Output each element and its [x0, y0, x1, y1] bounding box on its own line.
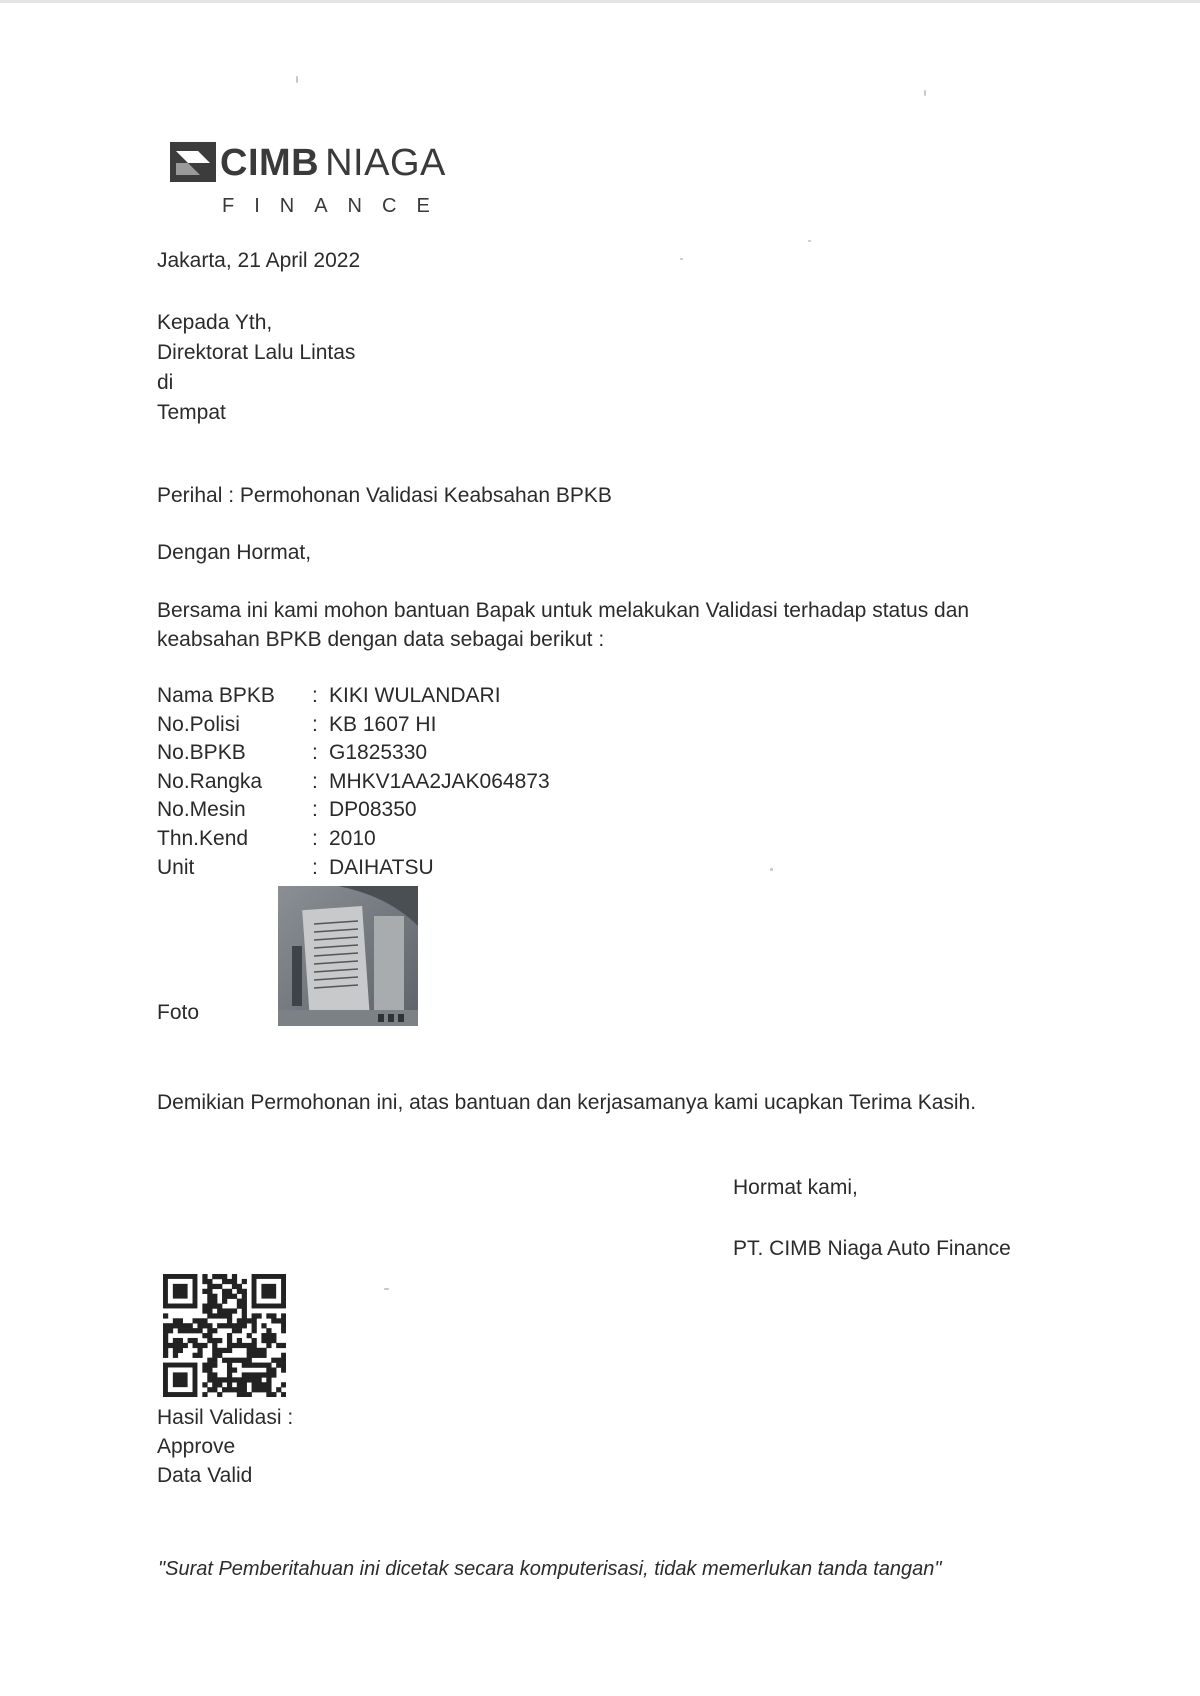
- recipient-line: Direktorat Lalu Lintas: [157, 341, 356, 364]
- scan-speck: [924, 90, 926, 96]
- scan-speck: [808, 240, 811, 242]
- field-label: Thn.Kend: [157, 826, 249, 850]
- bpkb-document-photo-icon: [278, 886, 418, 1026]
- validation-label: Hasil Validasi :: [157, 1406, 294, 1429]
- qr-code-icon: [163, 1274, 286, 1397]
- place-date: Jakarta, 21 April 2022: [157, 249, 361, 272]
- scan-speck: [384, 1288, 389, 1290]
- scan-speck: [296, 76, 298, 83]
- field-label: Unit: [157, 855, 195, 879]
- scan-speck: [770, 868, 773, 871]
- field-label: No.Rangka: [157, 769, 263, 793]
- field-colon: :: [312, 741, 318, 765]
- scan-top-edge: [0, 0, 1200, 3]
- logo-name-bold: CIMB: [220, 142, 320, 184]
- field-label: No.BPKB: [157, 741, 246, 765]
- logo-subtitle: FINANCE: [222, 195, 450, 217]
- scan-speck: [680, 258, 683, 260]
- validation-qr-code: [163, 1274, 286, 1397]
- field-value: G1825330: [329, 741, 428, 765]
- field-label: No.Mesin: [157, 798, 246, 822]
- computerized-notice: "Surat Pemberitahuan ini dicetak secara komputerisasi, tidak memerlukan tanda tangan": [158, 1558, 942, 1580]
- greeting: Dengan Hormat,: [157, 541, 312, 564]
- field-value: DP08350: [329, 798, 417, 822]
- cimb-logo-icon: [170, 142, 216, 182]
- field-colon: :: [312, 684, 318, 707]
- field-value: DAIHATSU: [329, 855, 434, 879]
- subject-line: Perihal : Permohonan Validasi Keabsahan BPKB: [157, 484, 612, 507]
- photo-label: Foto: [157, 1001, 200, 1024]
- field-value: 2010: [329, 826, 376, 850]
- field-label: No.Polisi: [157, 712, 240, 736]
- bpkb-photo: [278, 886, 418, 1026]
- recipient-line: Tempat: [157, 401, 226, 424]
- field-colon: :: [312, 769, 318, 793]
- field-colon: :: [312, 826, 318, 850]
- field-colon: :: [312, 712, 318, 736]
- validation-status: Approve: [157, 1435, 236, 1458]
- regards: Hormat kami,: [733, 1176, 858, 1199]
- logo-wordmark: [220, 138, 446, 188]
- validation-result: Data Valid: [157, 1464, 253, 1487]
- field-value: KIKI WULANDARI: [329, 684, 501, 707]
- company-name: PT. CIMB Niaga Auto Finance: [733, 1237, 1011, 1260]
- field-value: MHKV1AA2JAK064873: [329, 769, 550, 793]
- field-value: KB 1607 HI: [329, 712, 437, 736]
- field-colon: :: [312, 855, 318, 879]
- recipient-line: di: [157, 371, 174, 394]
- logo-name-light: NIAGA: [325, 142, 446, 184]
- company-logo: [170, 138, 460, 218]
- field-label: Nama BPKB: [157, 684, 275, 707]
- intro-line: keabsahan BPKB dengan data sebagai berikut :: [157, 628, 605, 651]
- field-colon: :: [312, 798, 318, 822]
- recipient-line: Kepada Yth,: [157, 311, 273, 334]
- intro-line: Bersama ini kami mohon bantuan Bapak untuk melakukan Validasi terhadap status dan: [157, 599, 970, 622]
- closing-sentence: Demikian Permohonan ini, atas bantuan dan kerjasamanya kami ucapkan Terima Kasih.: [157, 1091, 977, 1114]
